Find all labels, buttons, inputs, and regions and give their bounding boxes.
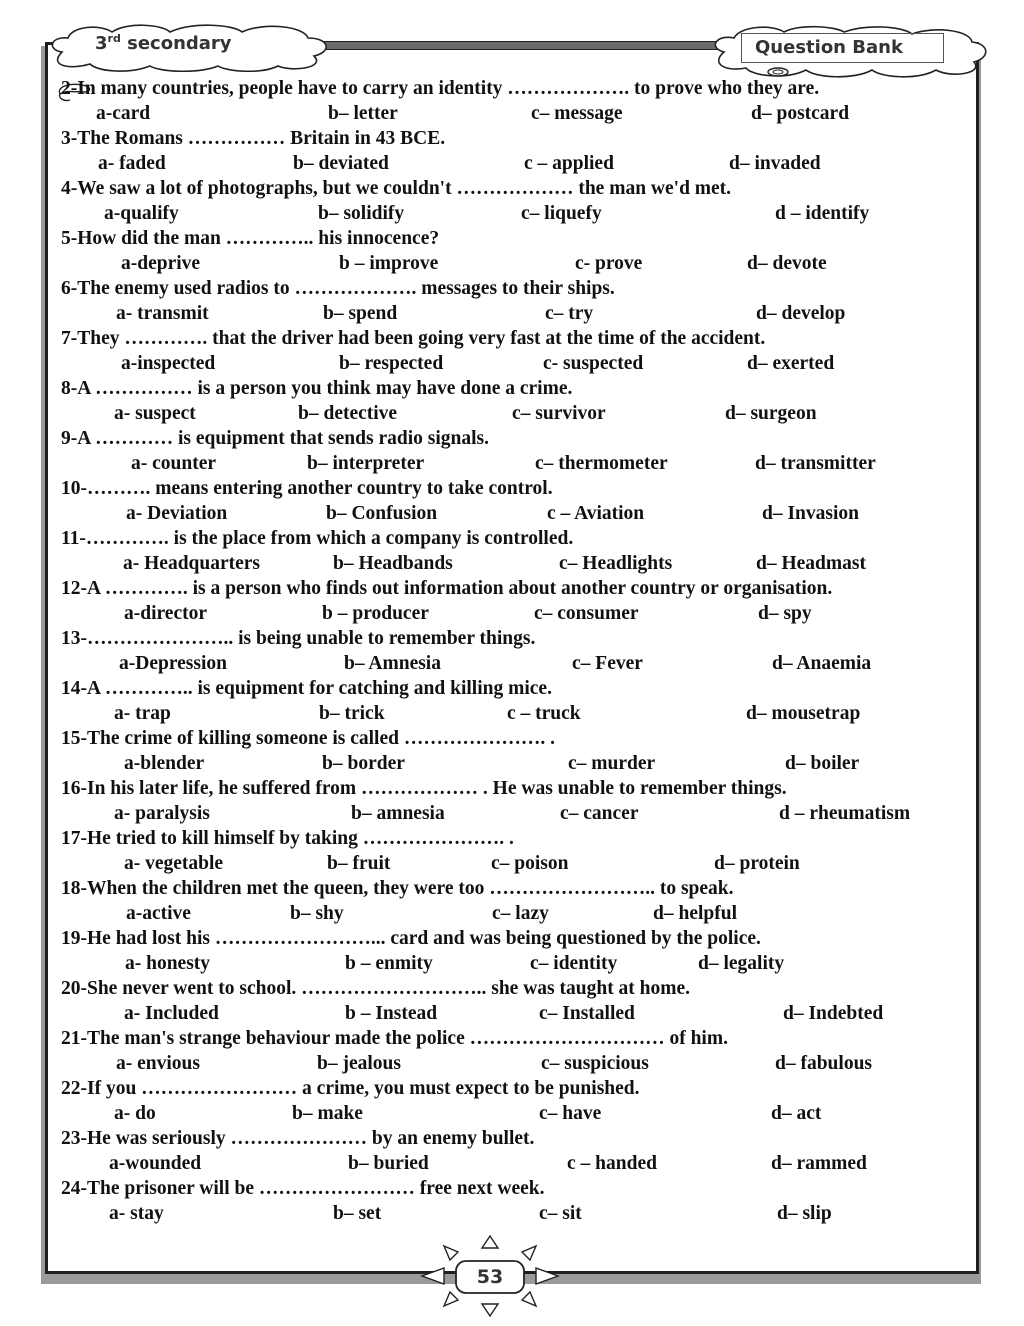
options-row (61, 701, 941, 726)
option-d: d– invaded (729, 153, 821, 174)
options-row (61, 201, 941, 226)
question-stem: 17-He tried to kill himself by taking …………………. . (61, 828, 514, 849)
question-list (61, 76, 941, 1226)
option-c: c– thermometer (535, 453, 668, 474)
option-d: d– helpful (653, 903, 737, 924)
option-b: b– letter (328, 103, 398, 124)
option-a: a- do (114, 1103, 156, 1124)
option-d: d– develop (756, 303, 846, 324)
option-b: b– buried (348, 1153, 429, 1174)
option-d: d– slip (777, 1203, 832, 1224)
options-row (61, 551, 941, 576)
options-row (61, 101, 941, 126)
option-d: d– Invasion (762, 503, 860, 524)
question-stem: 6-The enemy used radios to ………………. messages to their ships. (61, 278, 615, 299)
option-d: d– Indebted (783, 1003, 884, 1024)
option-c: c– survivor (512, 403, 606, 424)
option-c: c – Aviation (547, 503, 645, 524)
options-row (61, 451, 941, 476)
page-number-badge (418, 1234, 562, 1318)
option-a: a- honesty (125, 953, 211, 974)
question-stem: 2-In many countries, people have to carry an identity ………………. to prove who they are. (61, 78, 820, 99)
option-a: a-card (96, 103, 151, 124)
question-stem: 11-…………. is the place from which a company is controlled. (61, 528, 574, 549)
question-bank-label: Question Bank (755, 37, 903, 58)
option-d: d– exerted (747, 353, 835, 374)
question-stem: 24-The prisoner will be …………………… free next week. (61, 1178, 545, 1199)
option-b: b– interpreter (307, 453, 425, 474)
options-row (61, 901, 941, 926)
options-row (61, 251, 941, 276)
question-stem: 10-………. means entering another country to take control. (61, 478, 553, 499)
options-row (61, 1001, 941, 1026)
option-d: d– protein (714, 853, 800, 874)
option-a: a- Headquarters (123, 553, 261, 574)
options-row (61, 601, 941, 626)
grade-label: 3rd secondary (95, 32, 232, 54)
option-b: b– make (292, 1103, 363, 1124)
question-stem: 8-A …………… is a person you think may have done a crime. (61, 378, 573, 399)
options-row (61, 151, 941, 176)
options-row (61, 1101, 941, 1126)
option-d: d– legality (698, 953, 785, 974)
option-b: b– jealous (317, 1053, 401, 1074)
option-a: a- faded (98, 153, 166, 174)
options-row (61, 401, 941, 426)
options-row (61, 651, 941, 676)
option-a: a- vegetable (124, 853, 224, 874)
option-a: a-director (124, 603, 208, 624)
option-b: b– detective (298, 403, 398, 424)
question-stem: 14-A ………….. is equipment for catching and killing mice. (61, 678, 552, 699)
option-b: b– trick (319, 703, 385, 724)
question-stem: 23-He was seriously ………………… by an enemy bullet. (61, 1128, 535, 1149)
option-c: c– poison (491, 853, 569, 874)
option-c: c– consumer (534, 603, 639, 624)
option-b: b – Instead (345, 1003, 438, 1024)
options-row (61, 951, 941, 976)
option-c: c– Installed (539, 1003, 635, 1024)
question-stem: 3-The Romans …………… Britain in 43 BCE. (61, 128, 446, 149)
option-d: d– devote (747, 253, 827, 274)
option-d: d– Headmast (756, 553, 866, 574)
option-d: d– Anaemia (772, 653, 872, 674)
option-a: a- Deviation (126, 503, 228, 524)
question-stem: 7-They …………. that the driver had been going very fast at the time of the accident. (61, 328, 766, 349)
option-d: d – rheumatism (779, 803, 911, 824)
option-a: a- transmit (116, 303, 209, 324)
option-a: a- suspect (114, 403, 196, 424)
options-row (61, 751, 941, 776)
option-d: d– postcard (751, 103, 850, 124)
option-d: d– act (771, 1103, 822, 1124)
question-stem: 20-She never went to school. ……………………….. she was taught at home. (61, 978, 691, 999)
option-b: b– Headbands (333, 553, 453, 574)
option-c: c– identity (530, 953, 618, 974)
option-a: a-inspected (121, 353, 216, 374)
question-stem: 9-A ………… is equipment that sends radio signals. (61, 428, 489, 449)
option-c: c– liquefy (521, 203, 602, 224)
option-c: c– sit (539, 1203, 582, 1224)
option-b: b– Amnesia (344, 653, 441, 674)
question-stem: 15-The crime of killing someone is called …………………. . (61, 728, 555, 749)
option-d: d– rammed (771, 1153, 867, 1174)
question-stem: 16-In his later life, he suffered from ……………… . He was unable to remember things. (61, 778, 787, 799)
question-stem: 22-If you …………………… a crime, you must expect to be punished. (61, 1078, 640, 1099)
option-c: c- prove (575, 253, 643, 274)
question-stem: 12-A …………. is a person who finds out information about another country or organisation. (61, 578, 833, 599)
option-b: b– solidify (318, 203, 405, 224)
options-row (61, 801, 941, 826)
option-a: a-active (126, 903, 191, 924)
option-d: d– boiler (785, 753, 860, 774)
question-stem: 18-When the children met the queen, they were too …………………….. to speak. (61, 878, 734, 899)
question-stem: 4-We saw a lot of photographs, but we couldn't ……………… the man we'd met. (61, 178, 732, 199)
option-b: b– respected (339, 353, 444, 374)
option-a: a-wounded (109, 1153, 202, 1174)
option-a: a- Included (124, 1003, 219, 1024)
option-d: d– fabulous (775, 1053, 873, 1074)
option-c: c– Headlights (559, 553, 673, 574)
option-c: c– cancer (560, 803, 639, 824)
option-b: b– fruit (327, 853, 391, 874)
option-b: b– shy (290, 903, 344, 924)
question-stem: 5-How did the man ………….. his innocence? (61, 228, 440, 249)
option-b: b – improve (339, 253, 439, 274)
option-b: b – producer (322, 603, 429, 624)
page-number: 53 (476, 1266, 504, 1288)
option-c: c– try (545, 303, 594, 324)
option-a: a- paralysis (114, 803, 210, 824)
option-b: b – enmity (345, 953, 433, 974)
options-row (61, 301, 941, 326)
question-stem: 13-………………….. is being unable to remember things. (61, 628, 536, 649)
option-b: b– border (322, 753, 405, 774)
options-row (61, 1151, 941, 1176)
option-b: b– spend (323, 303, 398, 324)
option-c: c – handed (567, 1153, 657, 1174)
option-a: a-qualify (104, 203, 179, 224)
option-c: c– lazy (492, 903, 549, 924)
option-b: b– deviated (293, 153, 389, 174)
option-d: d – identify (775, 203, 870, 224)
option-c: c- suspected (543, 353, 644, 374)
options-row (61, 501, 941, 526)
option-c: c– murder (568, 753, 656, 774)
option-b: b– set (333, 1203, 382, 1224)
option-c: c– have (539, 1103, 602, 1124)
option-a: a- stay (109, 1203, 164, 1224)
option-d: d– mousetrap (746, 703, 861, 724)
options-row (61, 351, 941, 376)
option-d: d– transmitter (755, 453, 876, 474)
options-row (61, 1201, 941, 1226)
option-c: c– message (531, 103, 623, 124)
option-a: a-blender (124, 753, 205, 774)
option-c: c – applied (524, 153, 614, 174)
option-d: d– surgeon (725, 403, 817, 424)
options-row (61, 1051, 941, 1076)
header-rule (300, 41, 740, 50)
option-b: b– Confusion (326, 503, 438, 524)
option-a: a-Depression (119, 653, 227, 674)
option-b: b– amnesia (351, 803, 445, 824)
option-a: a-deprive (121, 253, 201, 274)
question-stem: 21-The man's strange behaviour made the police ………………………… of him. (61, 1028, 728, 1049)
option-a: a- trap (114, 703, 171, 724)
option-c: c– Fever (572, 653, 643, 674)
question-stem: 19-He had lost his ……………………... card and was being questioned by the police. (61, 928, 761, 949)
options-row (61, 851, 941, 876)
option-d: d– spy (758, 603, 812, 624)
option-c: c– suspicious (541, 1053, 649, 1074)
option-a: a- counter (131, 453, 217, 474)
option-c: c – truck (507, 703, 581, 724)
option-a: a- envious (116, 1053, 200, 1074)
